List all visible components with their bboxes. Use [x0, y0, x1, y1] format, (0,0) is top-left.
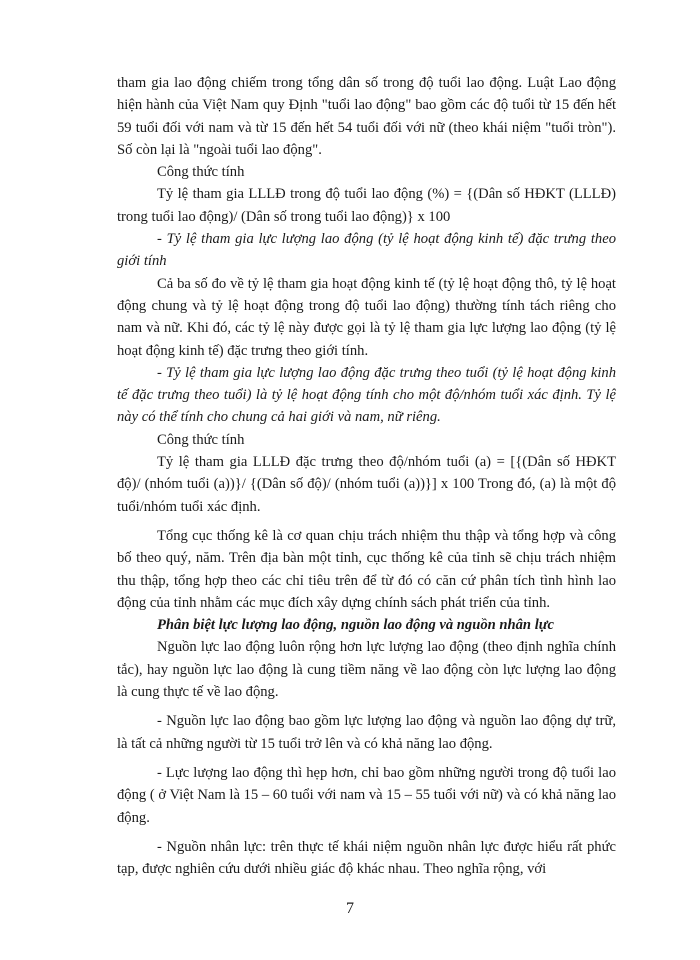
paragraph: - Nguồn lực lao động bao gồm lực lượng lao động và nguồn lao động dự trữ, là tất cả những người từ 15 tuổi trở lên và có khả năng lao động. — [117, 713, 616, 752]
paragraph: - Nguồn nhân lực: trên thực tế khái niệm nguồn nhân lực được hiểu rất phức tạp, được nghiên cứu dưới nhiều giác độ khác nhau. Theo nghĩa rộng, với — [117, 838, 616, 878]
paragraph: Cả ba số đo về tỷ lệ tham gia hoạt động kinh tế (tỷ lệ hoạt động thô, tỷ lệ hoạt động chung và tỷ lệ hoạt động trong độ tuổi lao động) thường tính tách riêng cho nam và nữ. Khi đó, các tỷ lệ này được gọi là tỷ lệ tham gia lực lượng lao động (tỷ lệ hoạt động kinh tế) đặc trưng theo giới tính. — [117, 275, 616, 359]
paragraph: - Tỷ lệ tham gia lực lượng lao động (tỷ lệ hoạt động kinh tế) đặc trưng theo giới tính — [117, 231, 616, 270]
paragraph: Công thức tính — [157, 164, 245, 181]
paragraph: tham gia lao động chiếm trong tổng dân số trong độ tuổi lao động. Luật Lao động hiện hành của Việt Nam quy Định "tuổi lao động" bao gồm các độ tuổi từ 15 đến hết 59 tuổi đối với nam và từ 15 đến hết 54 tuổi đối với nữ (theo khái niệm "tuổi tròn"). Số còn lại là "ngoài tuổi lao động". — [117, 75, 616, 158]
paragraph: Công thức tính — [157, 431, 245, 448]
section-heading: Phân biệt lực lượng lao động, nguồn lao động và nguồn nhân lực — [157, 617, 554, 634]
body-text — [117, 72, 616, 880]
paragraph: - Lực lượng lao động thì hẹp hơn, chỉ bao gồm những người trong độ tuổi lao động ( ở Việt Nam là 15 – 60 tuổi với nam và 15 – 55 tuổi với nữ) và có khả năng lao động. — [117, 764, 616, 826]
paragraph: Tổng cục thống kê là cơ quan chịu trách nhiệm thu thập và tổng hợp và công bố theo quý, năm. Trên địa bàn một tỉnh, cục thống kê của tỉnh sẽ chịu trách nhiệm thu thập, tổng hợp theo các chỉ tiêu trên để từ đó có căn cứ phân tích tình hình lao động của tỉnh nhằm các mục đích xây dựng chính sách phát triển của tỉnh. — [117, 527, 616, 611]
paragraph: Nguồn lực lao động luôn rộng hơn lực lượng lao động (theo định nghĩa chính tắc), hay nguồn lực lao động là cung tiềm năng về lao động còn lực lượng lao động là cung thực tế về lao động. — [117, 639, 616, 701]
paragraph: Tỷ lệ tham gia LLLĐ đặc trưng theo độ/nhóm tuổi (a) = [{(Dân số HĐKT độ)/ (nhóm tuổi (a))}/ {(Dân số độ)/ (nhóm tuổi (a))}] x 100 Trong đó, (a) là một độ tuổi/nhóm tuổi xác định. — [117, 454, 616, 515]
page-number: 7 — [346, 900, 354, 917]
paragraph: Tỷ lệ tham gia LLLĐ trong độ tuổi lao động (%) = {(Dân số HĐKT (LLLĐ) trong tuổi lao động)/ (Dân số trong tuổi lao động)} x 100 — [117, 186, 616, 225]
paragraph: - Tỷ lệ tham gia lực lượng lao động đặc trưng theo tuổi (tỷ lệ hoạt động kinh tế đặc trưng theo tuổi) là tỷ lệ hoạt động tính cho một độ/nhóm tuổi xác định. Tỷ lệ này có thể tính cho chung cả hai giới và nam, nữ riêng. — [117, 364, 616, 426]
